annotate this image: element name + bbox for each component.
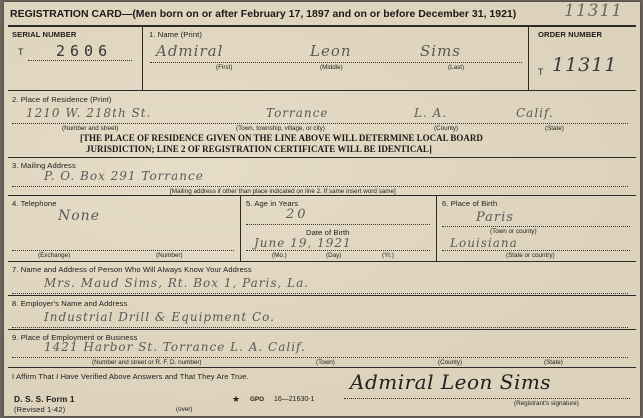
caption-year: (Yr.)	[382, 252, 394, 259]
caption-residence-state: (State)	[545, 125, 564, 132]
name-first: Admiral	[156, 42, 224, 60]
caption-exchange: (Exchange)	[38, 252, 71, 259]
caption-first: (First)	[216, 64, 233, 71]
signature-caption: (Registrant's signature)	[514, 400, 579, 407]
form-revision: (Revised 1-42)	[14, 405, 66, 414]
caption-employment-town: (Town)	[316, 359, 335, 366]
gpo-seal-icon: ★	[232, 394, 241, 404]
caption-employment-state: (State)	[544, 359, 563, 366]
affirmation-text: I Affirm That I Have Verified Above Answers and That They Are True.	[12, 372, 249, 381]
order-number-label: ORDER NUMBER	[538, 30, 603, 39]
over-note: (over)	[176, 406, 193, 413]
residence-county: L. A.	[414, 106, 448, 120]
date-of-birth-label: Date of Birth	[306, 228, 350, 237]
caption-mailing: [Mailing address if other than place indicated on line 2. If same insert word same]	[170, 188, 396, 195]
caption-day: (Day)	[326, 252, 342, 259]
registrant-signature: Admiral Leon Sims	[350, 370, 552, 394]
order-number-value: 11311	[552, 54, 618, 76]
telephone-value: None	[58, 208, 100, 224]
employment-place-value: 1421 Harbor St. Torrance L. A. Calif.	[44, 340, 306, 354]
serial-prefix: T	[18, 48, 24, 58]
employer-value: Industrial Drill & Equipment Co.	[44, 310, 275, 324]
contact-person-value: Mrs. Maud Sims, Rt. Box 1, Paris, La.	[44, 276, 310, 290]
residence-town: Torrance	[266, 106, 329, 120]
name-last: Sims	[420, 42, 461, 60]
contact-person-label: 7. Name and Address of Person Who Will Always Know Your Address	[12, 265, 252, 274]
residence-street: 1210 W. 218th St.	[26, 106, 152, 120]
serial-number-value: 2606	[56, 42, 113, 60]
handwritten-order-number: 11311	[564, 1, 624, 21]
caption-residence-county: (County)	[434, 125, 459, 132]
name-middle: Leon	[310, 42, 352, 60]
caption-middle: (Middle)	[320, 64, 343, 71]
caption-employment-county: (County)	[438, 359, 463, 366]
mailing-address-value: P. O. Box 291 Torrance	[44, 169, 204, 183]
employment-place-label: 9. Place of Employment or Business	[12, 333, 138, 342]
caption-birth-state: (State or country)	[506, 252, 555, 259]
telephone-label: 4. Telephone	[12, 199, 57, 208]
gpo-label: GPO	[250, 396, 264, 403]
caption-last: (Last)	[448, 64, 465, 71]
birthplace-label: 6. Place of Birth	[442, 199, 498, 208]
jurisdiction-notice-line2: JURISDICTION; LINE 2 OF REGISTRATION CERTIFICATE WILL BE IDENTICAL]	[86, 144, 432, 154]
mailing-address-label: 3. Mailing Address	[12, 161, 76, 170]
caption-number: (Number)	[156, 252, 183, 259]
card-title	[10, 8, 516, 20]
caption-month: (Mo.)	[272, 252, 287, 259]
residence-state: Calif.	[516, 106, 554, 120]
order-prefix: T	[538, 68, 544, 78]
jurisdiction-notice-line1: [THE PLACE OF RESIDENCE GIVEN ON THE LINE ABOVE WILL DETERMINE LOCAL BOARD	[80, 133, 483, 143]
form-number: D. S. S. Form 1	[14, 394, 75, 404]
caption-birth-town: (Town or county)	[490, 228, 537, 235]
employer-label: 8. Employer's Name and Address	[12, 299, 128, 308]
caption-residence-town: (Town, township, village, or city)	[236, 125, 325, 132]
date-of-birth-value: June 19, 1921	[254, 236, 352, 250]
caption-employment-street: (Number and street or R. F. D. number)	[92, 359, 202, 366]
name-label: 1. Name (Print)	[149, 30, 202, 39]
caption-residence-street: (Number and street)	[62, 125, 119, 132]
serial-number-label: SERIAL NUMBER	[12, 30, 77, 39]
birthplace-state: Louisiana	[450, 236, 518, 250]
card-title-eligibility: —(Men born on or after February 17, 1897 and on or before December 31, 1921)	[121, 8, 517, 20]
card-title-main: REGISTRATION CARD	[10, 8, 122, 20]
gpo-number: 16—21630-1	[274, 396, 315, 403]
registration-card	[4, 2, 640, 416]
birthplace-town: Paris	[476, 210, 514, 225]
age-label: 5. Age in Years	[246, 199, 299, 208]
age-value: 20	[286, 207, 309, 222]
residence-label: 2. Place of Residence (Print)	[12, 95, 112, 104]
